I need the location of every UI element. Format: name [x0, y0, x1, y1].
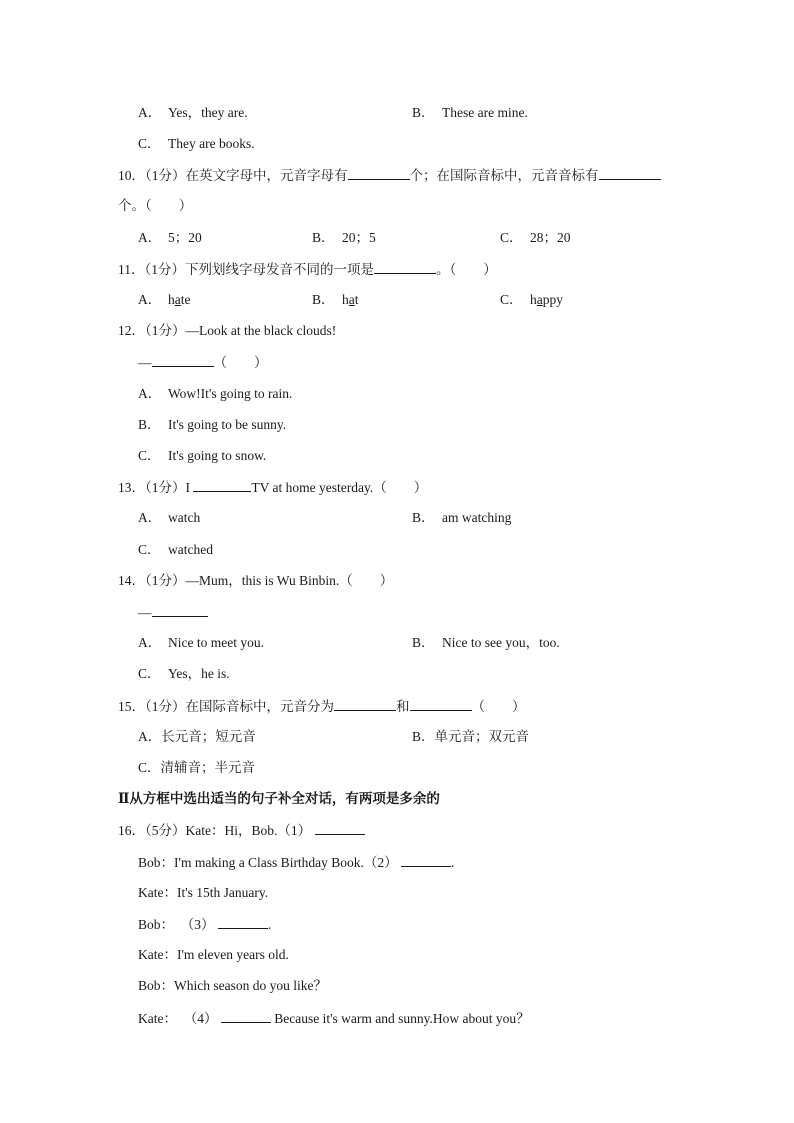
q14-answer-line: — — [138, 603, 208, 622]
q16-dialogue-line: Kate：It's 15th January. — [138, 885, 269, 900]
q14-stem: 14．（1分）—Mum，this is Wu Binbin.（ ） — [118, 573, 394, 588]
q10-option-a: A． 5；20 — [138, 230, 202, 245]
q12-option-a: A． Wow!It's going to rain. — [138, 386, 293, 401]
q16-stem: 16．（5分）Kate：Hi，Bob.（1） — [118, 821, 365, 840]
q14-option-b: B． Nice to see you，too. — [412, 635, 560, 650]
q11-option-b: B． hat — [312, 292, 359, 307]
q16-dialogue-line: Bob：I'm making a Class Birthday Book.（2） . — [138, 855, 455, 870]
answer-blank — [374, 260, 436, 274]
answer-blank — [348, 166, 410, 180]
answer-blank — [410, 697, 472, 711]
q13-option-b: B． am watching — [412, 510, 512, 525]
q10-option-c: C． 28；20 — [500, 230, 571, 245]
q12-option-b: B． It's going to be sunny. — [138, 417, 287, 432]
q12-option-c: C． It's going to snow. — [138, 448, 267, 463]
answer-blank — [334, 697, 396, 711]
answer-blank — [218, 915, 268, 929]
q14-option-a: A． Nice to meet you. — [138, 635, 264, 650]
q9-option-c: C． They are books. — [138, 136, 255, 151]
answer-blank — [315, 821, 365, 835]
q10-stem-cont: 个。（ ） — [118, 198, 193, 213]
q11-option-a: A． hate — [138, 292, 191, 307]
answer-blank — [401, 853, 451, 867]
q13-option-a: A． watch — [138, 510, 201, 525]
q13-option-c: C． watched — [138, 542, 213, 557]
answer-blank — [152, 353, 214, 367]
q9-option-a: A． Yes，they are. — [138, 105, 248, 120]
q14-option-c: C． Yes，he is. — [138, 666, 230, 681]
q11-option-c: C． happy — [500, 292, 563, 307]
q15-stem: 15．（1分）在国际音标中，元音分为 和 （ ） — [118, 699, 526, 714]
q16-dialogue-line: Bob：Which season do you like？ — [138, 978, 327, 993]
answer-blank — [152, 603, 208, 617]
answer-blank — [193, 478, 251, 492]
q15-option-c: C．清辅音；半元音 — [138, 760, 256, 775]
q16-dialogue-line: Kate：I'm eleven years old. — [138, 947, 289, 962]
q16-dialogue-line: Bob： （3） . — [138, 917, 272, 932]
q9-option-b: B． These are mine. — [412, 105, 528, 120]
q10-stem: 10．（1分）在英文字母中，元音字母有 个；在国际音标中，元音音标有 — [118, 166, 661, 185]
q12-answer-line: — （ ） — [138, 355, 268, 370]
q15-option-b: B．单元音；双元音 — [412, 729, 530, 744]
q10-option-b: B． 20；5 — [312, 230, 376, 245]
q13-stem: 13．（1分）I TV at home yesterday.（ ） — [118, 480, 428, 495]
answer-blank — [599, 166, 661, 180]
q16-dialogue-line: Kate： （4） Because it's warm and sunny.How about you？ — [138, 1011, 530, 1026]
q12-stem: 12．（1分）—Look at the black clouds! — [118, 323, 337, 338]
section-heading: Ⅱ从方框中选出适当的句子补全对话，有两项是多余的 — [118, 791, 440, 806]
answer-blank — [221, 1009, 271, 1023]
q11-stem: 11．（1分）下列划线字母发音不同的一项是 。（ ） — [118, 262, 497, 277]
q15-option-a: A．长元音；短元音 — [138, 729, 256, 744]
